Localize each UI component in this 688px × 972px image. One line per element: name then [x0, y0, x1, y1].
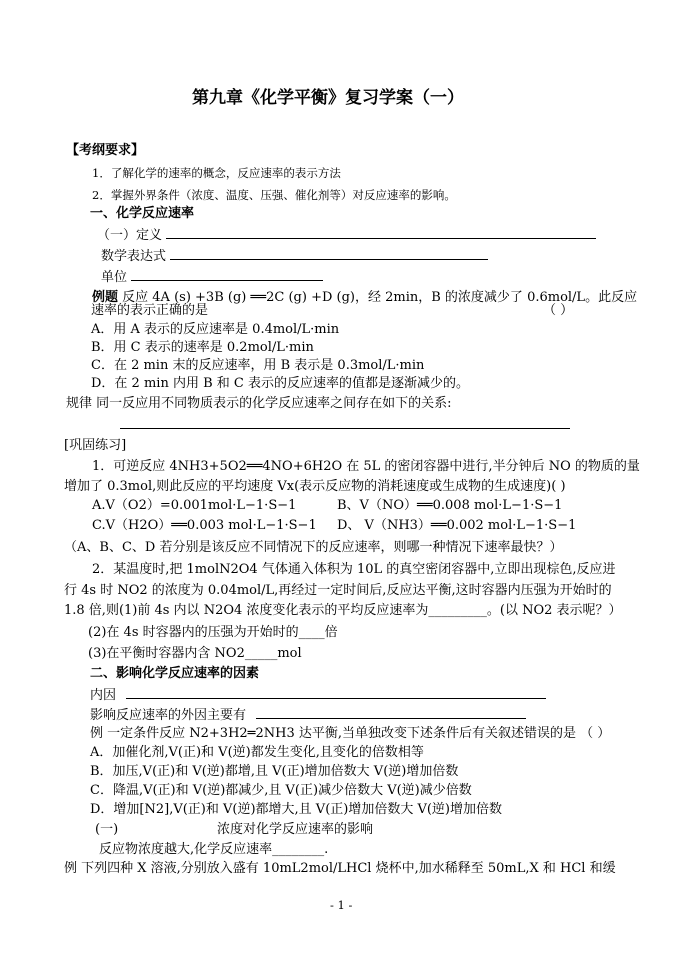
q1-line-2: 增加了 0.3mol,则此反应的平均速度 Vx(表示反应物的消耗速度或生成物的生成速度)( )	[64, 479, 566, 494]
section2-example-2: 例 下列四种 X 溶液,分别放入盛有 10mL2mol/LHCl 烧杯中,加水稀释至 50mL,X 和 HCl 和缓	[64, 861, 616, 876]
expression-label: 数学表达式	[101, 249, 167, 264]
section2-option-a: A．加催化剂,V(正)和 V(逆)都发生变化,且变化的倍数相等	[90, 745, 424, 760]
expression-row	[101, 248, 488, 265]
q2-subquestion-3: (3)在平衡时容器内含 NO2_____mol	[88, 646, 302, 661]
q1-option-d: D、 V（NH3）══0.002 mol·L−1·S−1	[337, 518, 577, 533]
page-number: - 1 -	[330, 898, 353, 912]
q2-line-1: 2．某温度时,把 1molN2O4 气体通入体积为 10L 的真空密闭容器中,立即出现棕色,反应进	[92, 562, 616, 577]
example-option-c: C．在 2 min 末的反应速率，用 B 表示是 0.3mol/L·min	[91, 358, 425, 373]
requirement-item-1: 1．了解化学的速率的概念，反应速率的表示方法	[92, 166, 341, 180]
example-line-2: 速率的表示正确的是	[91, 303, 209, 318]
rule-line: 规律 同一反应用不同物质表示的化学反应速率之间存在如下的关系:	[66, 396, 452, 411]
q1-option-a: A.V（O2）=0.001mol·L−1·S−1	[92, 498, 297, 513]
section2-option-d: D．增加[N2],V(正)和 V(逆)都增大,且 V(正)增加倍数大 V(逆)增加倍数	[90, 802, 503, 817]
external-row	[90, 707, 526, 724]
example-option-b: B．用 C 表示的速率是 0.2mol/L·min	[91, 340, 314, 355]
rule-blank	[120, 417, 570, 429]
q1-option-b: B、V（NO）══0.008 mol·L−1·S−1	[337, 498, 563, 513]
section1-heading: 一、化学反应速率	[90, 206, 195, 221]
section2-option-b: B．加压,V(正)和 V(逆)都增,且 V(正)增加倍数大 V(逆)增加倍数	[90, 764, 459, 779]
page-title: 第九章《化学平衡》复习学案（一）	[192, 88, 464, 108]
rule-blank-row	[120, 417, 570, 434]
example-option-d: D．在 2 min 内用 B 和 C 表示的反应速率的值都是逐渐减少的。	[91, 376, 469, 391]
section2-example: 例 一定条件反应 N2+3H2═2NH3 达平衡,当单独改变下述条件后有关叙述错误的是 （ ）	[90, 726, 611, 741]
q2-line-3: 1.8 倍,则(1)前 4s 内以 N2O4 浓度变化表示的平均反应速率为_________。(以 NO2 表示呢？）	[64, 603, 622, 618]
internal-blank	[126, 687, 546, 699]
practice-heading: [巩固练习]	[64, 438, 127, 453]
q1-note: （A、B、C、D 若分别是该反应不同情况下的反应速率，则哪一种情况下速率最快？）	[64, 540, 563, 555]
unit-label: 单位	[101, 270, 128, 285]
unit-blank	[131, 269, 323, 281]
subsection-1-label: (一)	[95, 822, 119, 837]
example-text: 反应 4A (s) +3B (g) ══2C (g) +D (g)，经 2min，B 的浓度减少了 0.6mol/L。此反应	[122, 290, 638, 305]
example-option-a: A．用 A 表示的反应速率是 0.4mol/L·min	[91, 322, 340, 337]
q1-line-1: 1．可逆反应 4NH3+5O2══4NO+6H2O 在 5L 的密闭容器中进行,半分钟后 NO 的物质的量	[92, 459, 640, 474]
q2-line-2: 行 4s 时 NO2 的浓度为 0.04mol/L,再经过一定时间后,反应达平衡,这时容器内压强为开始时的	[64, 583, 612, 598]
section2-option-c: C．降温,V(正)和 V(逆)都减少,且 V(正)减少倍数大 V(逆)减少倍数	[90, 783, 472, 798]
external-label: 影响反应速率的外因主要有	[90, 708, 247, 723]
q1-option-c: C.V（H2O）══0.003 mol·L−1·S−1	[92, 518, 317, 533]
definition-row	[97, 227, 596, 244]
section2-heading: 二、影响化学反应速率的因素	[90, 666, 260, 681]
subsection-1-title: 浓度对化学反应速率的影响	[217, 822, 374, 837]
expression-blank	[170, 248, 488, 260]
requirement-item-2: 2．掌握外界条件（浓度、温度、压强、催化剂等）对反应速率的影响。	[92, 188, 456, 202]
q2-subquestion-2: (2)在 4s 时容器内的压强为开始时的____倍	[88, 625, 338, 640]
requirements-heading: 【考纲要求】	[66, 143, 145, 158]
definition-label: （一）定义	[97, 228, 163, 243]
subsection-1-text: 反应物浓度越大,化学反应速率________.	[99, 842, 329, 857]
internal-label: 内因	[90, 688, 117, 703]
example-label: 例题	[92, 290, 119, 305]
example-answer-paren: （ ）	[543, 303, 574, 318]
internal-row	[90, 687, 546, 704]
external-blank	[256, 707, 526, 719]
definition-blank	[166, 227, 596, 239]
unit-row	[101, 269, 323, 286]
